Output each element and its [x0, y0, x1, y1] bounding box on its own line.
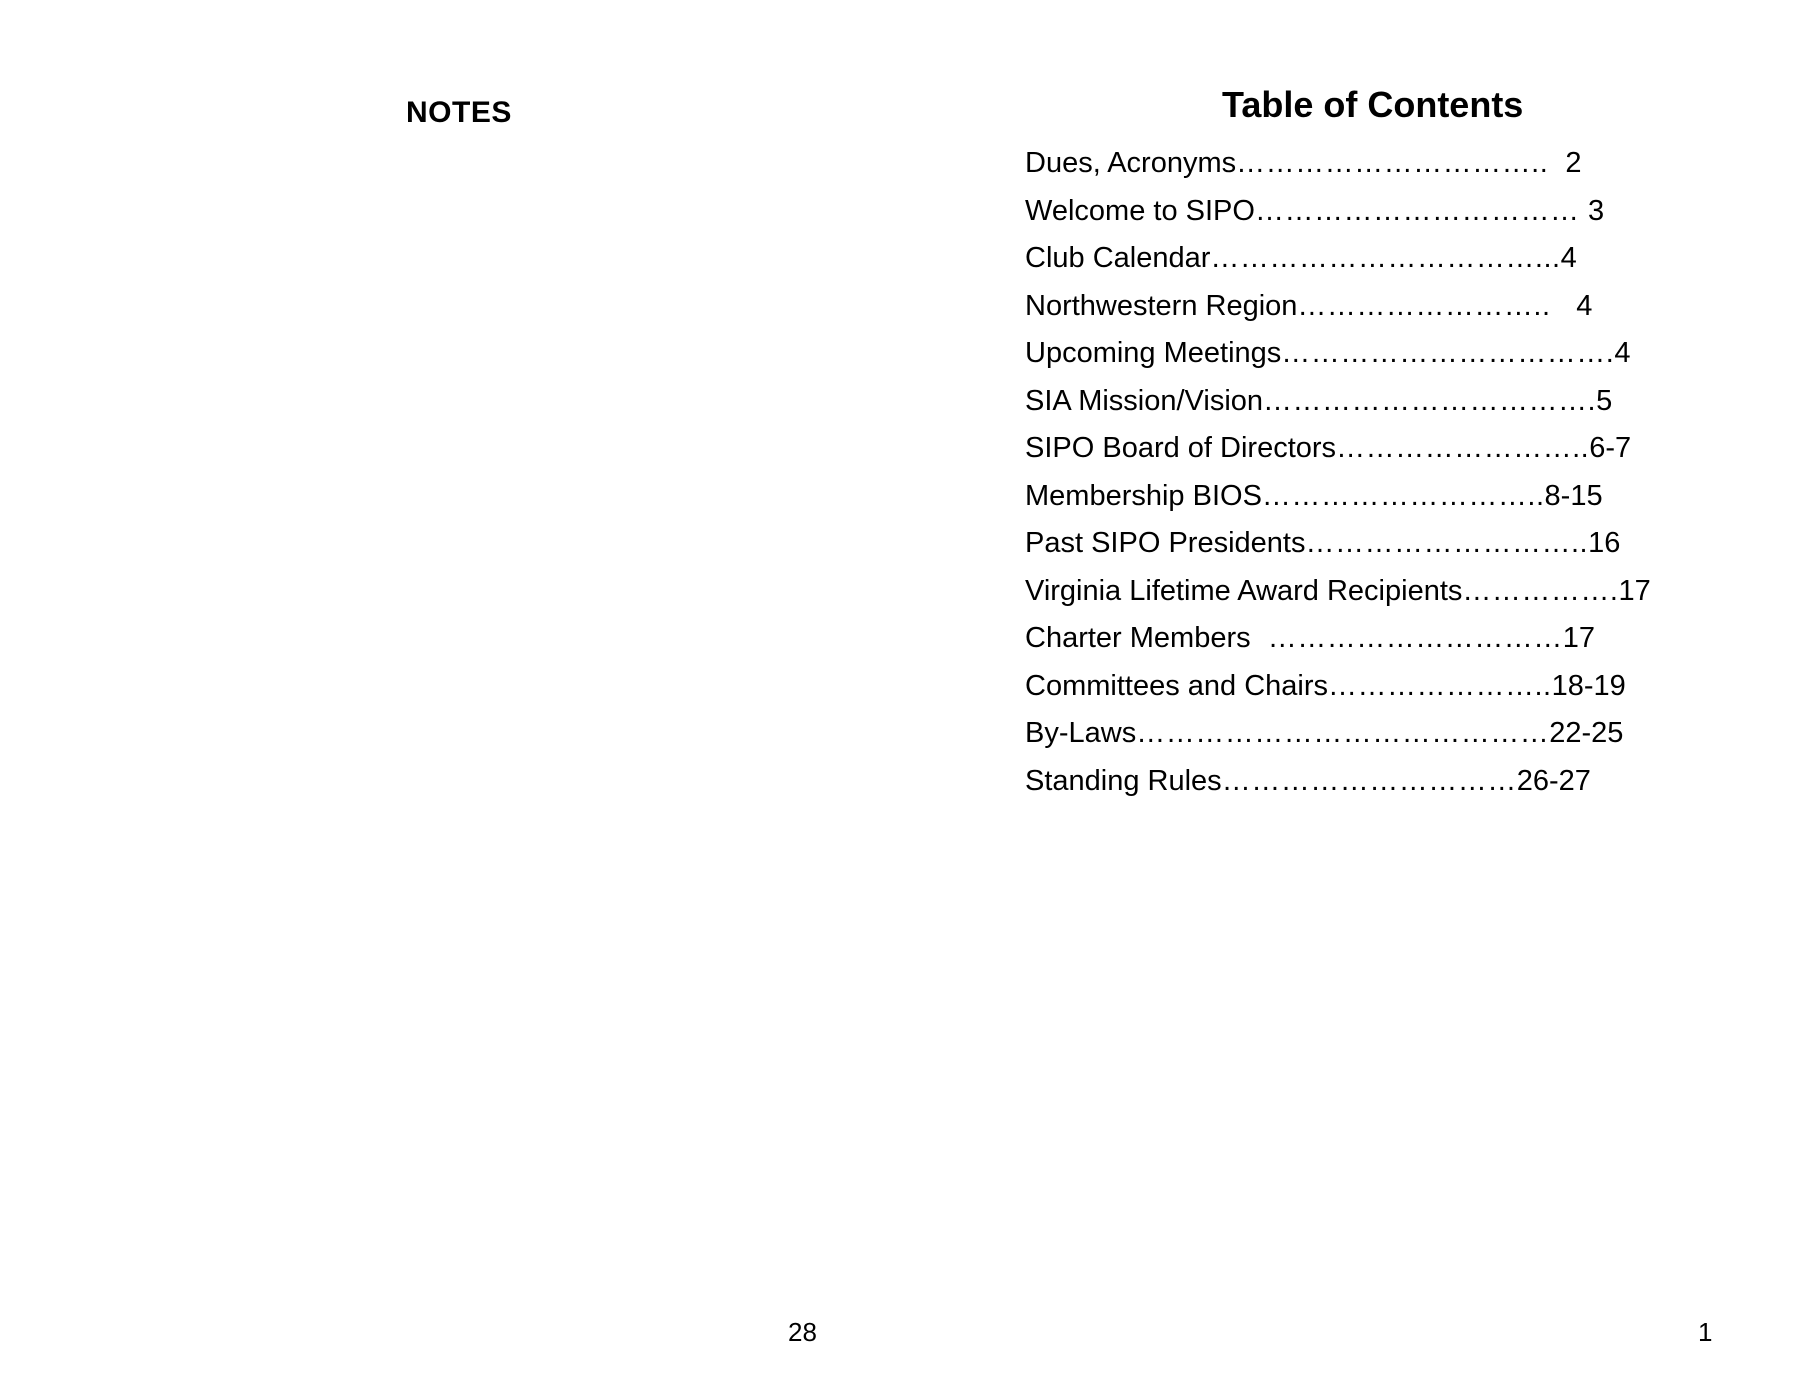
toc-leader-dots: …………………………	[1221, 764, 1517, 797]
toc-entry	[1025, 425, 1685, 473]
toc-entry-label: Membership BIOS	[1025, 479, 1262, 512]
toc-entry	[1025, 615, 1685, 663]
toc-page-number: 17	[1618, 574, 1651, 607]
notes-heading: NOTES	[406, 96, 512, 129]
toc-page-number: 4	[1614, 337, 1631, 369]
toc-entry	[1025, 140, 1685, 188]
toc-leader-dots: ……………………………...	[1210, 242, 1561, 274]
toc-entry-label: Past SIPO Presidents	[1025, 527, 1306, 559]
toc-title: Table of Contents	[1222, 84, 1524, 125]
toc-page-number: 8-15	[1544, 479, 1603, 512]
toc-page-number: 4	[1560, 242, 1577, 274]
toc-entry-label: Committees and Chairs	[1025, 669, 1328, 702]
toc-entry	[1025, 330, 1685, 378]
toc-entry	[1025, 235, 1685, 283]
toc-entry	[1025, 663, 1685, 711]
toc-leader-dots: …………………………….	[1281, 337, 1615, 369]
toc-entry	[1025, 188, 1685, 236]
left-page-number: 28	[788, 1317, 817, 1347]
toc-entry	[1025, 283, 1685, 331]
toc-page-number: 2	[1565, 147, 1582, 179]
toc-entry	[1025, 473, 1685, 521]
toc-entry	[1025, 520, 1685, 568]
toc-entry	[1025, 568, 1685, 616]
toc-entry	[1025, 378, 1685, 426]
toc-list	[1025, 140, 1685, 805]
toc-page-number: 17	[1562, 622, 1596, 654]
toc-page-number: 22-25	[1549, 717, 1624, 749]
toc-entry	[1025, 758, 1685, 806]
toc-page-number: 5	[1596, 384, 1613, 417]
toc-entry	[1025, 710, 1685, 758]
toc-entry-label: Club Calendar	[1025, 242, 1211, 274]
toc-leader-dots: ……………………..	[1336, 432, 1590, 464]
toc-leader-dots: …………………………….	[1263, 384, 1597, 417]
toc-leader-dots: ……………………………	[1254, 194, 1588, 227]
toc-entry-label: Dues, Acronyms	[1025, 147, 1237, 179]
toc-leader-dots: …………………..	[1328, 669, 1552, 702]
toc-entry-label: Welcome to SIPO	[1025, 194, 1255, 227]
toc-leader-dots: ………………………..	[1305, 527, 1589, 559]
toc-entry-label: Virginia Lifetime Award Recipients	[1025, 574, 1463, 607]
toc-page-number: 26-27	[1516, 764, 1591, 797]
toc-entry-label: Standing Rules	[1025, 764, 1222, 797]
toc-leader-dots: …………………………..	[1236, 147, 1566, 179]
toc-page-number: 3	[1588, 194, 1605, 227]
toc-leader-dots: ……………………..	[1297, 289, 1577, 322]
toc-entry-label: By-Laws	[1025, 717, 1137, 749]
toc-page-number: 4	[1576, 289, 1593, 322]
toc-leader-dots: …………….	[1462, 574, 1619, 607]
toc-leader-dots: …………………………	[1250, 622, 1563, 654]
toc-leader-dots: ………………………..	[1261, 479, 1545, 512]
toc-page-number: 6-7	[1589, 432, 1632, 464]
toc-leader-dots: ……………………………………	[1136, 717, 1550, 749]
toc-page-number: 16	[1588, 527, 1621, 559]
toc-entry-label: Northwestern Region	[1025, 289, 1298, 322]
toc-entry-label: SIPO Board of Directors	[1025, 432, 1337, 464]
toc-entry-label: SIA Mission/Vision	[1025, 384, 1264, 417]
toc-entry-label: Charter Members	[1025, 622, 1251, 654]
toc-page-number: 18-19	[1551, 669, 1626, 702]
toc-entry-label: Upcoming Meetings	[1025, 337, 1282, 369]
right-page-number: 1	[1698, 1317, 1713, 1347]
